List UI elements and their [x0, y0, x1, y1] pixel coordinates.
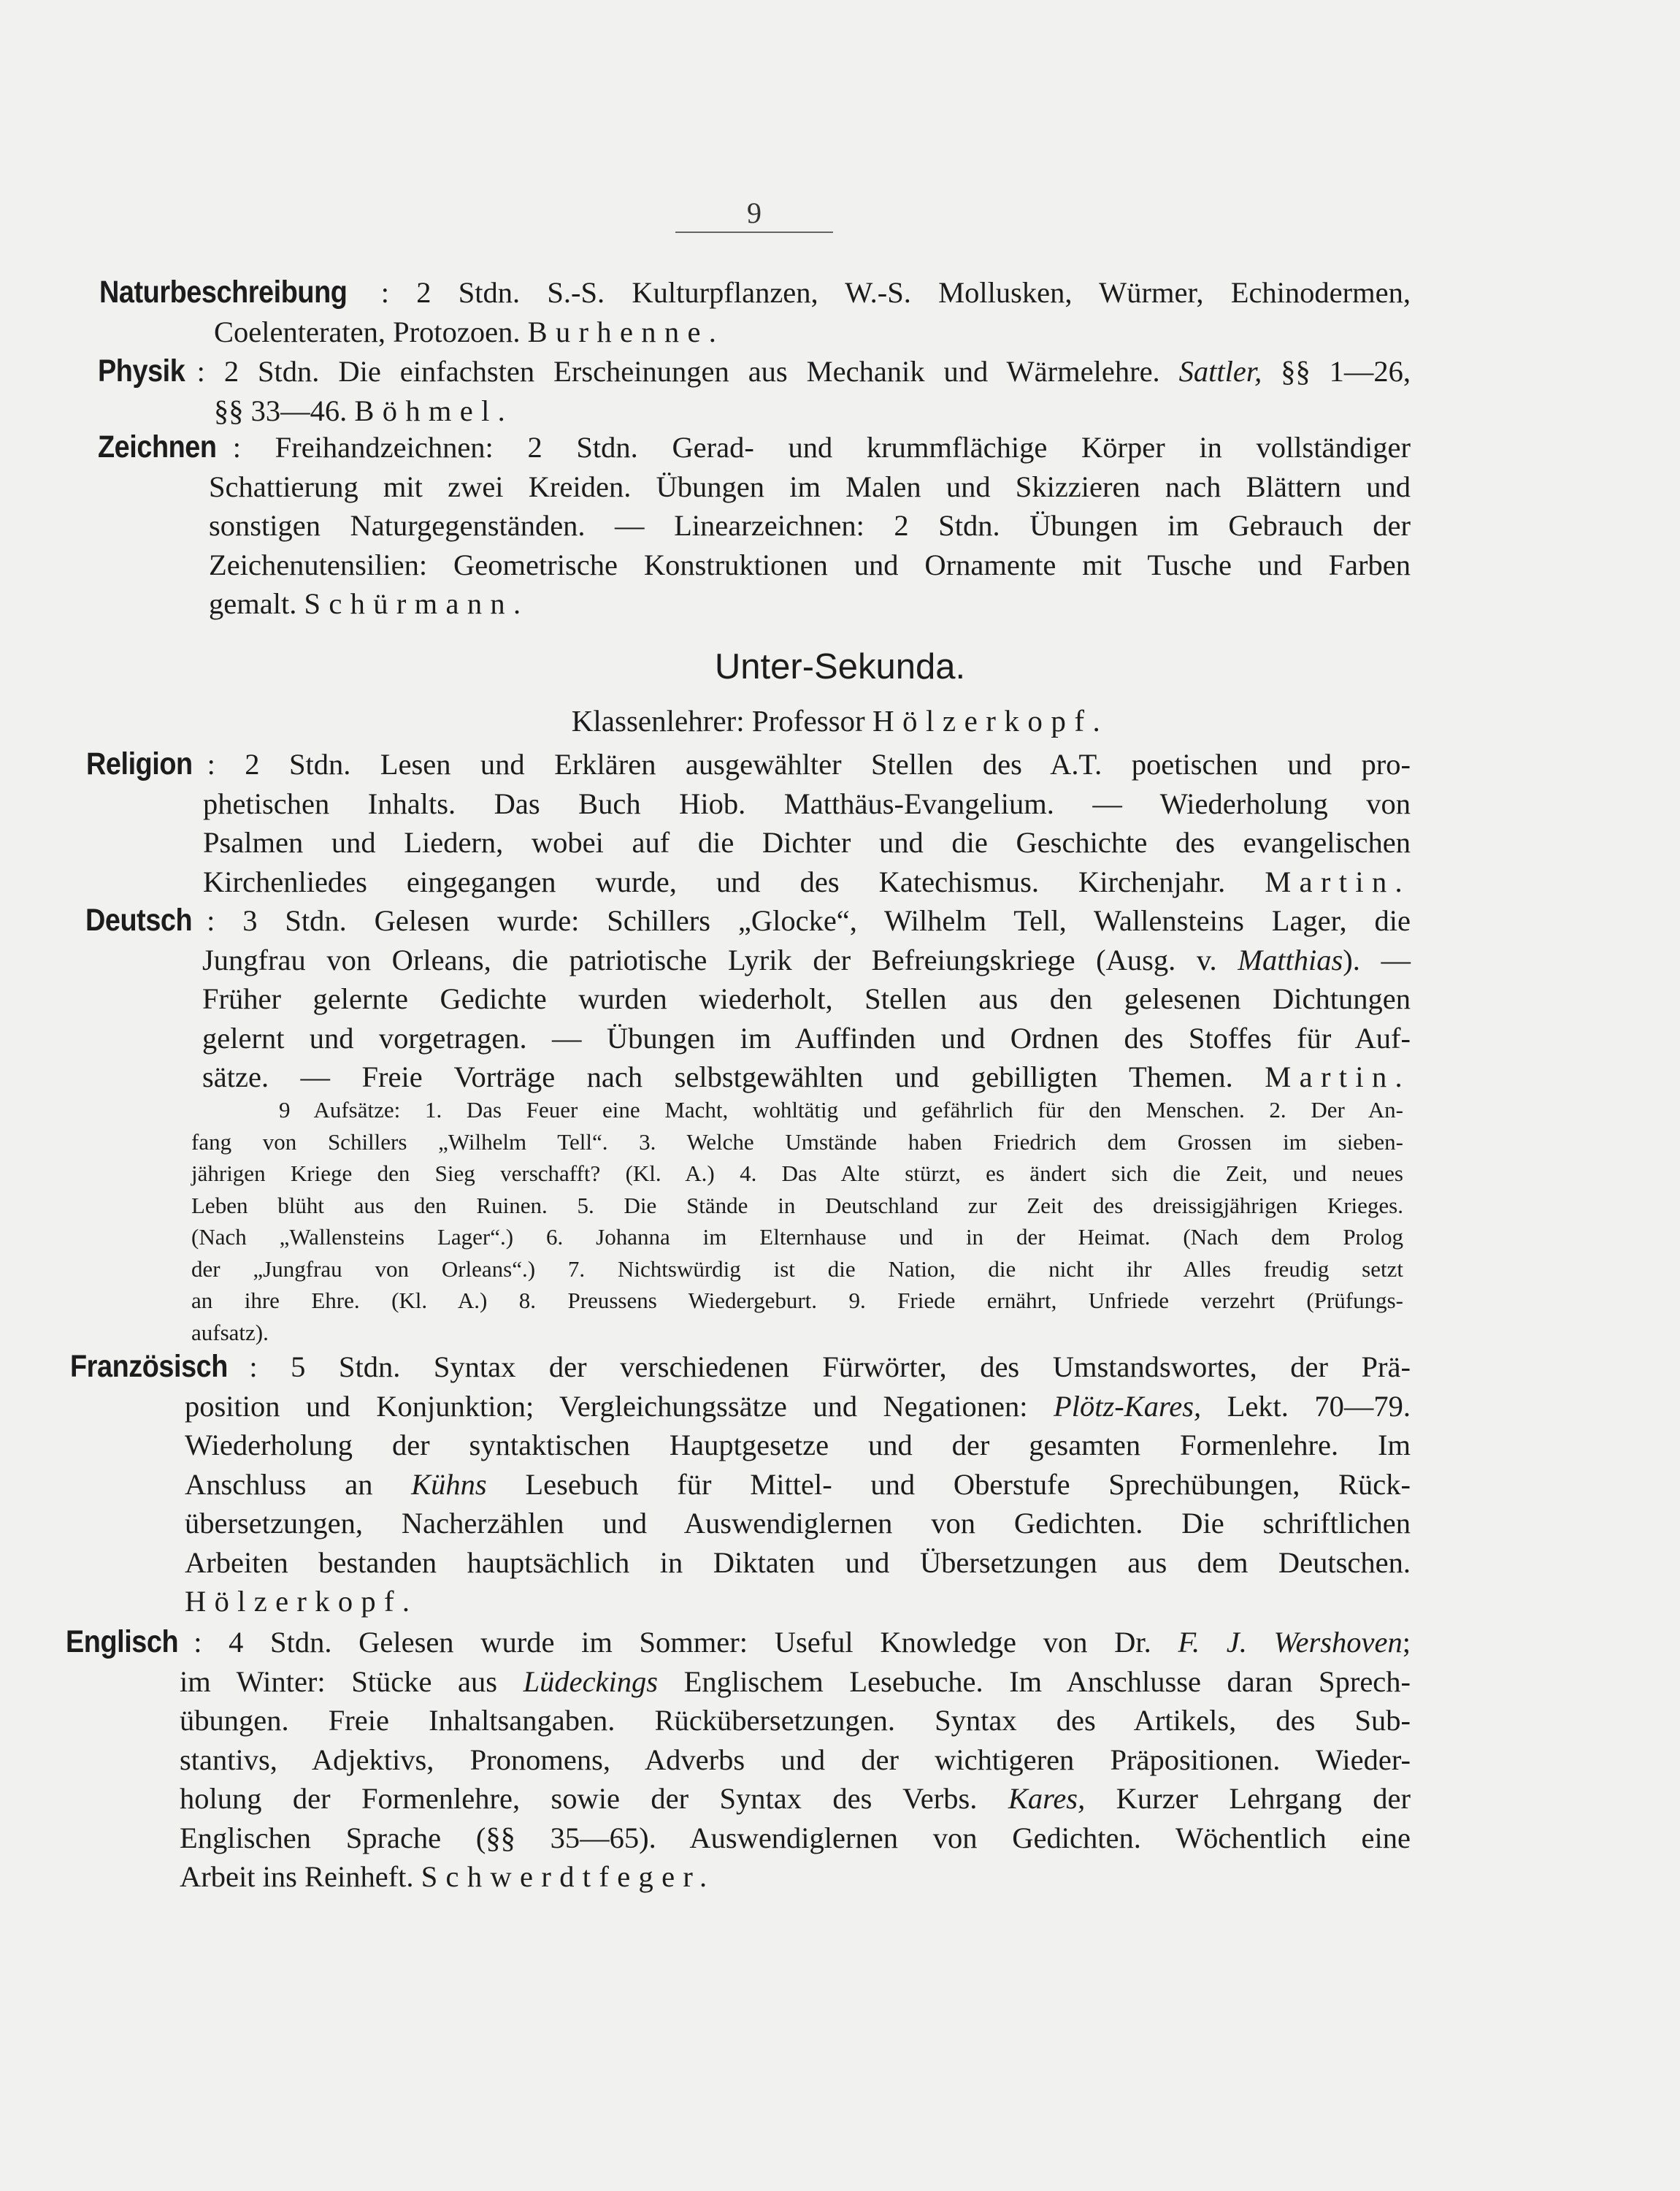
englisch-line-6: Englischen Sprache (§§ 35—65). Auswendiglernen von Gedichten. Wöchentlich eine — [180, 1821, 1411, 1854]
deutsch-line-2b: Matthias — [1238, 943, 1343, 976]
franzoesisch-line-4c: Lesebuch für Mittel- und Oberstufe Sprechübungen, Rück- — [525, 1467, 1411, 1501]
section-title: Unter-Sekunda. — [714, 647, 966, 687]
deutsch-line-2a: Jungfrau von Orleans, die patriotische Lyrik der Befreiungskriege (Ausg. v. — [202, 943, 1217, 976]
klassenlehrer — [0, 703, 1680, 738]
franzoesisch-line-2c: Lekt. 70—79. — [1227, 1389, 1411, 1423]
entry-zeichnen — [98, 428, 1411, 624]
zeichnen-line-5: gemalt. — [209, 587, 297, 620]
religion-line-2: phetischen Inhalts. Das Buch Hiob. Matthäus-Evangelium. — Wiederholung von — [203, 787, 1411, 820]
franzoesisch-line-5: übersetzungen, Nacherzählen und Auswendiglernen von Gedichten. Die schriftlichen — [185, 1507, 1411, 1540]
englisch-line-1c: ; — [1402, 1626, 1411, 1659]
zeichnen-line-3: sonstigen Naturgegenständen. — Linearzeichnen: 2 Stdn. Übungen im Gebrauch der — [209, 509, 1411, 542]
teacher-martin-2: Martin. — [1265, 1060, 1411, 1093]
teacher-hoelzerkopf: Hölzerkopf. — [185, 1585, 418, 1618]
teacher-boehmel: Böhmel. — [354, 394, 514, 427]
aufsaetze-line-6: der „Jungfrau von Orleans“.) 7. Nichtswürdig ist die Nation, die nicht ihr Alles freudig setzt — [191, 1255, 1403, 1282]
aufsaetze-line-1: 9 Aufsätze: 1. Das Feuer eine Macht, wohltätig und gefährlich für den Menschen. 2. Der An- — [279, 1097, 1403, 1123]
teacher-schuermann: Schürmann. — [304, 587, 529, 620]
franzoesisch-line-6: Arbeiten bestanden hauptsächlich in Diktaten und Übersetzungen aus dem Deutschen. — [185, 1545, 1411, 1579]
heading-religion: Religion — [86, 746, 193, 781]
franzoesisch-line-2b: Plötz-Kares, — [1053, 1389, 1202, 1423]
klassenlehrer-label: Klassenlehrer: Professor — [571, 704, 865, 738]
aufsaetze-list — [191, 1094, 1403, 1348]
franzoesisch-line-1: : 5 Stdn. Syntax der verschiedenen Fürwörter, des Umstandswortes, der Prä- — [249, 1350, 1411, 1383]
englisch-line-1a: : 4 Stdn. Gelesen wurde im Sommer: Useful Knowledge von Dr. — [193, 1626, 1151, 1659]
aufsaetze-line-5: (Nach „Wallensteins Lager“.) 6. Johanna im Elternhause und in der Heimat. (Nach dem Prolog — [191, 1224, 1403, 1250]
franzoesisch-line-4a: Anschluss an — [185, 1467, 373, 1501]
deutsch-line-4: gelernt und vorgetragen. — Übungen im Auffinden und Ordnen des Stoffes für Auf- — [202, 1021, 1411, 1055]
aufsaetze-line-3: jährigen Kriege den Sieg verschafft? (Kl. A.) 4. Das Alte stürzt, es ändert sich die Zeit, und neues — [191, 1160, 1403, 1186]
englisch-line-2b: Lüdeckings — [523, 1664, 659, 1698]
heading-englisch: Englisch — [66, 1624, 179, 1659]
physik-line-1c: §§ 1—26, — [1281, 355, 1411, 388]
physik-line-2: §§ 33—46. — [214, 394, 348, 427]
zeichnen-line-4: Zeichenutensilien: Geometrische Konstruktionen und Ornamente mit Tusche und Farben — [209, 548, 1411, 581]
heading-deutsch: Deutsch — [85, 903, 193, 938]
religion-line-3: Psalmen und Liedern, wobei auf die Dichter und die Geschichte des evangelischen — [203, 826, 1411, 859]
franzoesisch-line-3: Wiederholung der syntaktischen Hauptgesetze und der gesamten Formenlehre. Im — [185, 1429, 1411, 1461]
zeichnen-line-2: Schattierung mit zwei Kreiden. Übungen im Malen und Skizzieren nach Blättern und — [209, 470, 1411, 503]
klassenlehrer-name: Hölzerkopf. — [872, 704, 1109, 738]
religion-line-1: : 2 Stdn. Lesen und Erklären ausgewählter Stellen des A.T. poetischen und pro- — [207, 748, 1411, 781]
aufsaetze-line-7: an ihre Ehre. (Kl. A.) 8. Preussens Wiedergeburt. 9. Friede ernährt, Unfriede verzehrt (Prüfungs- — [191, 1288, 1403, 1313]
aufsaetze-line-8: aufsatz). — [191, 1319, 269, 1345]
teacher-burhenne: Burhenne. — [527, 315, 725, 348]
heading-physik: Physik — [98, 353, 185, 389]
deutsch-line-2c: ). — — [1343, 943, 1411, 976]
franzoesisch-line-4b: Kühns — [411, 1467, 487, 1501]
franzoesisch-line-2a: position und Konjunktion; Vergleichungssätze und Negationen: — [185, 1389, 1028, 1423]
religion-line-4: Kirchenliedes eingegangen wurde, und des Katechismus. Kirchenjahr. — [203, 865, 1226, 898]
entry-physik — [98, 352, 1411, 430]
entry-deutsch — [85, 901, 1411, 1097]
englisch-line-1b: F. J. Wershoven — [1178, 1626, 1403, 1659]
zeichnen-line-1: : Freihandzeichnen: 2 Stdn. Gerad- und krummflächige Körper in vollständiger — [232, 431, 1411, 464]
physik-line-1a: : 2 Stdn. Die einfachsten Erscheinungen aus Mechanik und Wärmelehre. — [196, 355, 1160, 388]
naturbeschreibung-line-2: Coelenteraten, Protozoen. — [214, 315, 521, 348]
entry-naturbeschreibung — [99, 273, 1411, 351]
englisch-line-5c: Kurzer Lehrgang der — [1116, 1782, 1411, 1815]
entry-franzoesisch — [70, 1347, 1411, 1621]
heading-zeichnen: Zeichnen — [98, 429, 217, 464]
page-number: 9 — [675, 196, 833, 233]
naturbeschreibung-line-1: : 2 Stdn. S.-S. Kulturpflanzen, W.-S. Mollusken, Würmer, Echinodermen, — [380, 276, 1411, 309]
aufsaetze-line-4: Leben blüht aus den Ruinen. 5. Die Stände in Deutschland zur Zeit des dreissigjährigen Krieges. — [191, 1192, 1403, 1218]
englisch-line-2a: im Winter: Stücke aus — [180, 1664, 497, 1698]
englisch-line-5a: holung der Formenlehre, sowie der Syntax des Verbs. — [180, 1782, 978, 1815]
heading-franzoesisch: Französisch — [70, 1349, 228, 1384]
teacher-martin-1: Martin. — [1265, 865, 1411, 898]
englisch-line-3: übungen. Freie Inhaltsangaben. Rückübersetzungen. Syntax des Artikels, des Sub- — [180, 1704, 1411, 1737]
heading-naturbeschreibung: Naturbeschreibung — [99, 275, 348, 310]
deutsch-line-1: : 3 Stdn. Gelesen wurde: Schillers „Glocke“, Wilhelm Tell, Wallensteins Lager, die — [207, 904, 1411, 937]
teacher-schwerdtfeger: Schwerdtfeger. — [421, 1860, 716, 1893]
englisch-line-2c: Englischem Lesebuche. Im Anschlusse daran Sprech- — [683, 1664, 1411, 1698]
englisch-line-4: stantivs, Adjektivs, Pronomens, Adverbs und der wichtigeren Präpositionen. Wieder- — [180, 1743, 1411, 1776]
deutsch-line-5: sätze. — Freie Vorträge nach selbstgewählten und gebilligten Themen. — [202, 1060, 1233, 1093]
entry-religion — [86, 745, 1411, 901]
englisch-line-7: Arbeit ins Reinheft. — [180, 1860, 414, 1893]
aufsaetze-line-2: fang von Schillers „Wilhelm Tell“. 3. Welche Umstände haben Friedrich dem Grossen im sieben- — [191, 1128, 1403, 1155]
physik-line-1b: Sattler, — [1178, 355, 1262, 388]
entry-englisch — [66, 1623, 1411, 1897]
deutsch-line-3: Früher gelernte Gedichte wurden wiederholt, Stellen aus den gelesenen Dichtungen — [202, 982, 1411, 1015]
englisch-line-5b: Kares, — [1008, 1782, 1086, 1815]
